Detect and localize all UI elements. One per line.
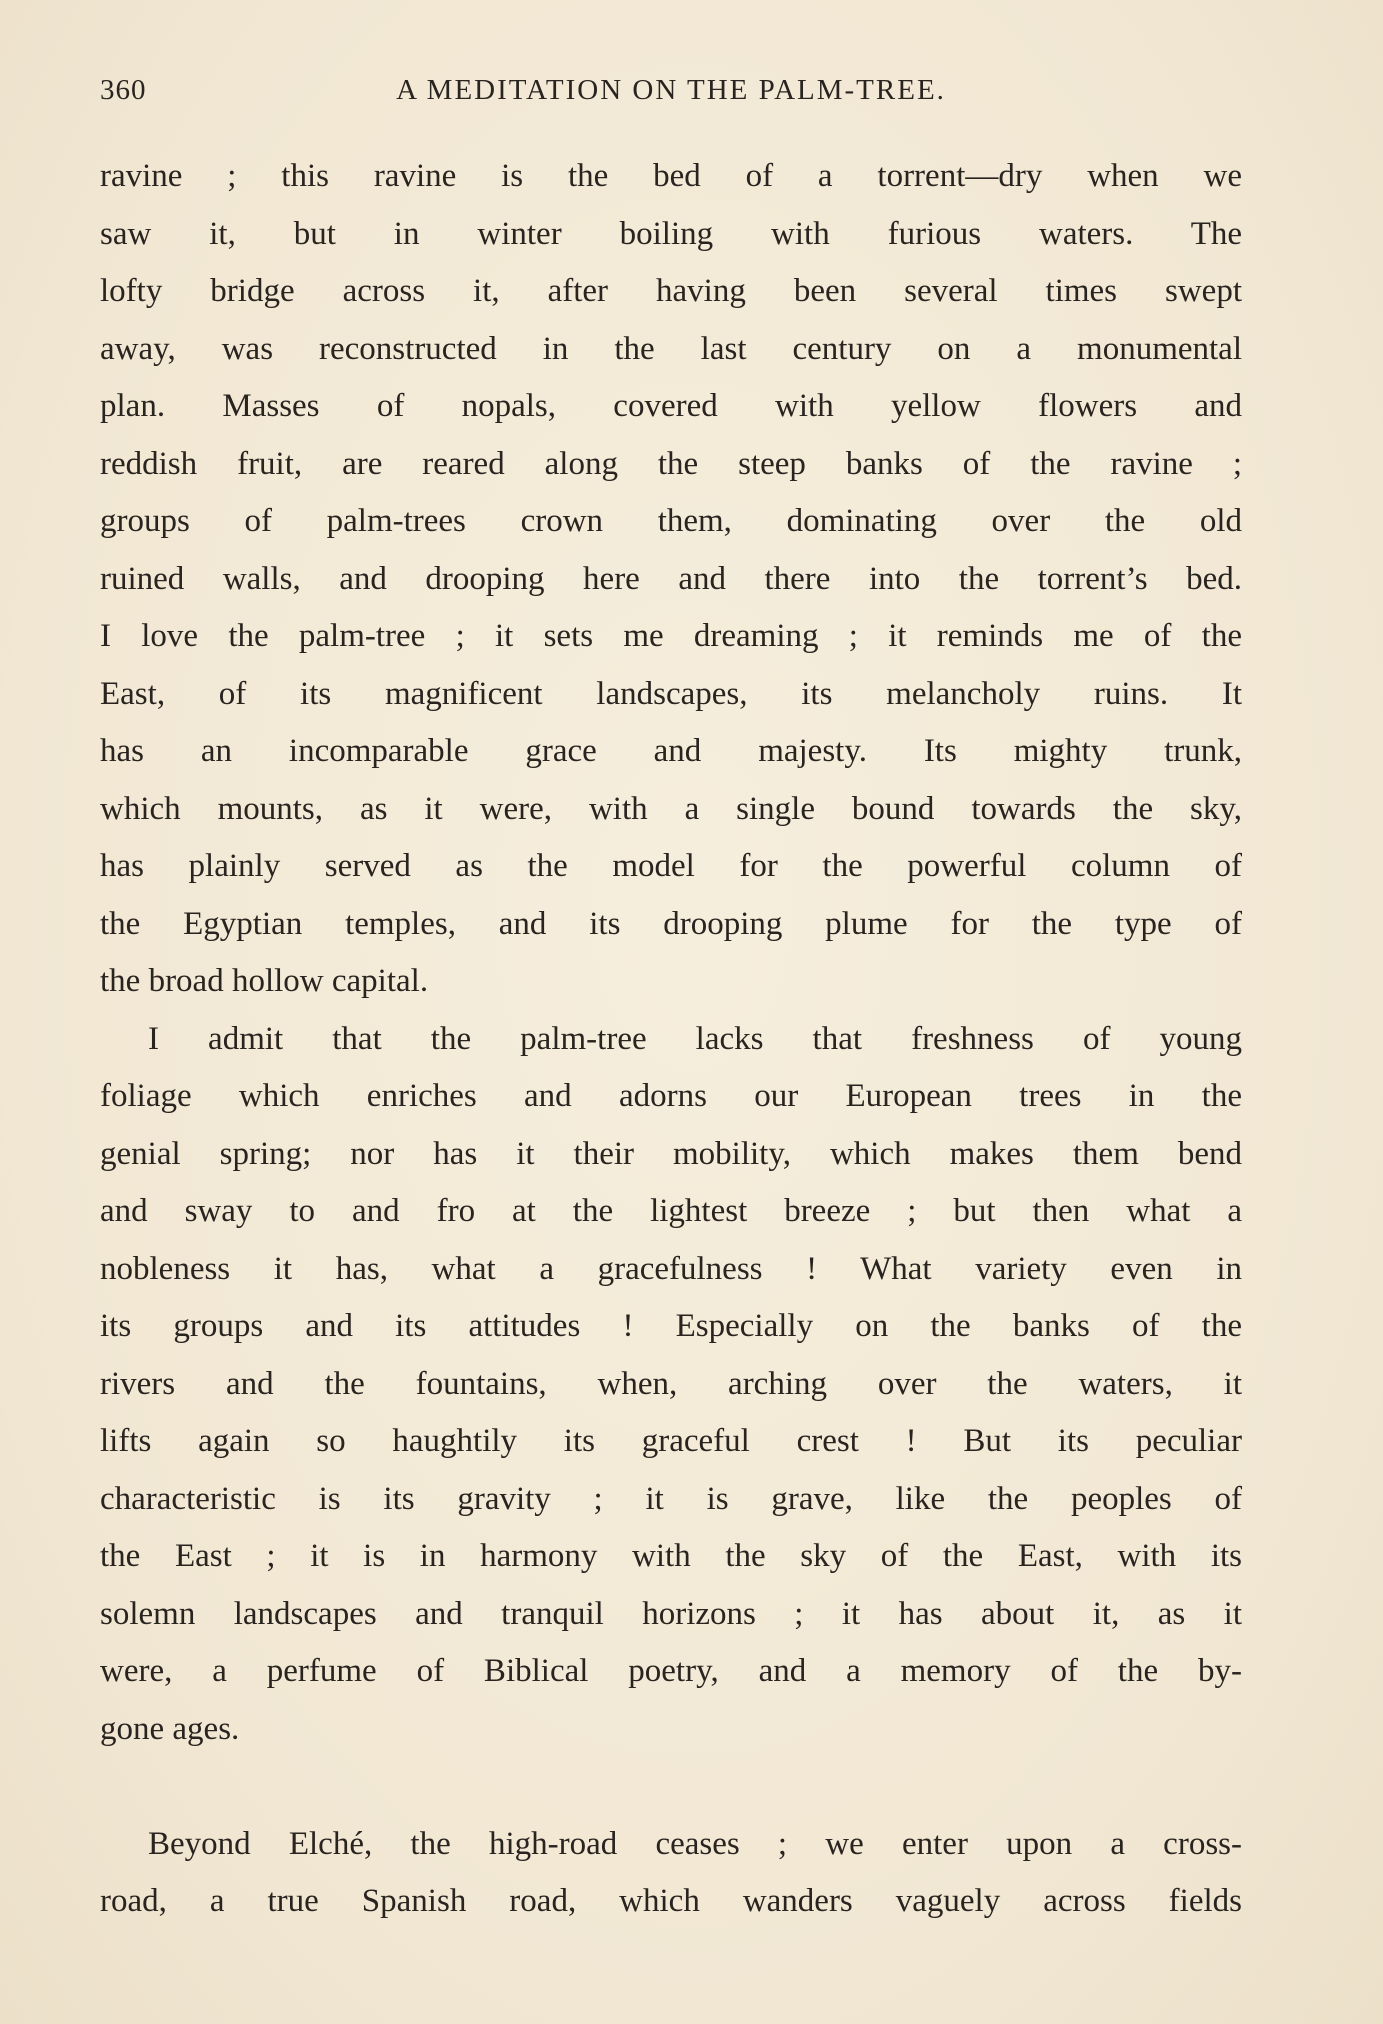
page-number: 360 [100,74,147,106]
text-line: Beyond Elché, the high-road ceases ; we enter upon a cross- [148,1825,1242,1862]
text-line: characteristic is its gravity ; it is grave, like the peoples of [100,1480,1242,1517]
text-line: rivers and the fountains, when, arching over the waters, it [100,1365,1242,1402]
text-line: groups of palm-trees crown them, dominating over the old [100,503,1242,539]
body-text [100,148,1242,1931]
text-line: nobleness it has, what a gracefulness ! What variety even in [100,1250,1242,1287]
text-line: its groups and its attitudes ! Especially on the banks of the [100,1308,1242,1344]
text-line: plan. Masses of nopals, covered with yellow flowers and [100,388,1242,424]
text-line: the Egyptian temples, and its drooping plume for the type of [100,905,1242,942]
text-line: were, a perfume of Biblical poetry, and a memory of the by- [100,1653,1242,1689]
running-head: A MEDITATION ON THE PALM-TREE. [396,74,946,106]
text-line: road, a true Spanish road, which wanders vaguely across fields [100,1883,1242,1919]
text-line: which mounts, as it were, with a single bound towards the sky, [100,790,1242,827]
text-line: reddish fruit, are reared along the steep banks of the ravine ; [100,445,1242,482]
text-line: has an incomparable grace and majesty. Its mighty trunk, [100,733,1242,769]
text-line: has plainly served as the model for the powerful column of [100,848,1242,884]
text-line: away, was reconstructed in the last century on a monumental [100,330,1242,367]
text-line: solemn landscapes and tranquil horizons ; it has about it, as it [100,1595,1242,1632]
page-header [100,74,1242,118]
text-line: lifts again so haughtily its graceful crest ! But its peculiar [100,1423,1242,1459]
text-line: lofty bridge across it, after having been several times swept [100,273,1242,309]
text-line: genial spring; nor has it their mobility, which makes them bend [100,1135,1242,1172]
text-line: ruined walls, and drooping here and there into the torrent’s bed. [100,560,1242,597]
text-line: gone ages. [100,1710,240,1747]
text-line: I love the palm-tree ; it sets me dreaming ; it reminds me of the [100,618,1242,654]
text-line: East, of its magnificent landscapes, its melancholy ruins. It [100,675,1242,712]
text-line: the broad hollow capital. [100,963,429,999]
text-line: saw it, but in winter boiling with furious waters. The [100,215,1242,252]
text-line: ravine ; this ravine is the bed of a torrent—dry when we [100,158,1242,194]
text-line: I admit that the palm-tree lacks that freshness of young [148,1020,1242,1057]
text-line: the East ; it is in harmony with the sky of the East, with its [100,1538,1242,1574]
text-line: and sway to and fro at the lightest breeze ; but then what a [100,1193,1242,1229]
text-line: foliage which enriches and adorns our European trees in the [100,1078,1242,1114]
